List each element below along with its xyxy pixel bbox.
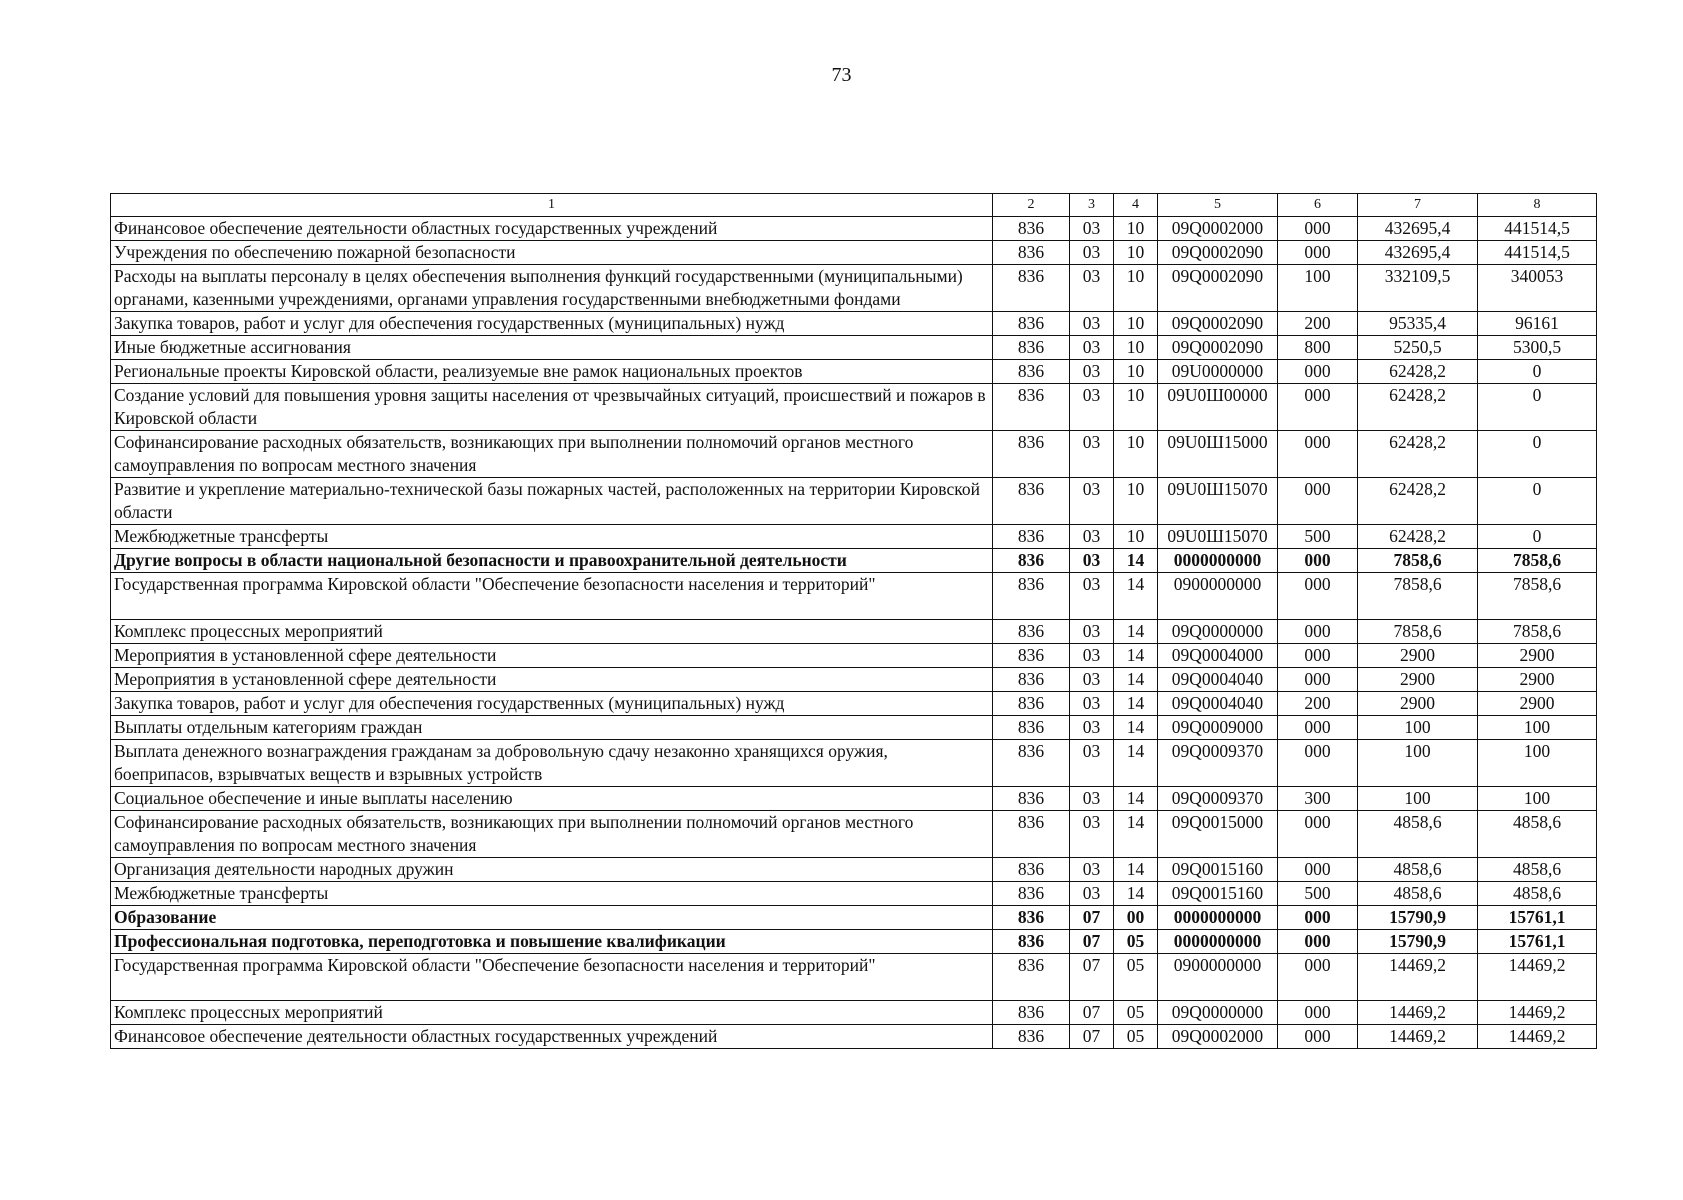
amount-year1-cell: 100 xyxy=(1358,787,1478,811)
amount-year2-cell: 441514,5 xyxy=(1478,241,1597,265)
table-row xyxy=(111,265,1597,312)
column-header: 3 xyxy=(1070,194,1114,217)
expense-type-cell: 000 xyxy=(1278,360,1358,384)
amount-year2-cell: 4858,6 xyxy=(1478,858,1597,882)
subsection-cell: 14 xyxy=(1114,787,1158,811)
table-row xyxy=(111,217,1597,241)
section-cell: 07 xyxy=(1070,954,1114,1001)
target-article-cell: 09Q0002000 xyxy=(1158,1025,1278,1049)
subsection-cell: 14 xyxy=(1114,740,1158,787)
grbs-cell: 836 xyxy=(993,787,1070,811)
row-name-cell: Профессиональная подготовка, переподготовка и повышение квалификации xyxy=(111,930,993,954)
grbs-cell: 836 xyxy=(993,882,1070,906)
subsection-cell: 14 xyxy=(1114,620,1158,644)
expense-type-cell: 000 xyxy=(1278,954,1358,1001)
column-header: 2 xyxy=(993,194,1070,217)
target-article-cell: 09U0Ш00000 xyxy=(1158,384,1278,431)
row-name-cell: Иные бюджетные ассигнования xyxy=(111,336,993,360)
target-article-cell: 0000000000 xyxy=(1158,906,1278,930)
amount-year2-cell: 15761,1 xyxy=(1478,906,1597,930)
expense-type-cell: 300 xyxy=(1278,787,1358,811)
section-cell: 03 xyxy=(1070,478,1114,525)
row-name-cell: Финансовое обеспечение деятельности областных государственных учреждений xyxy=(111,217,993,241)
column-header: 8 xyxy=(1478,194,1597,217)
row-name-cell: Закупка товаров, работ и услуг для обеспечения государственных (муниципальных) нужд xyxy=(111,312,993,336)
table-row xyxy=(111,620,1597,644)
expense-type-cell: 000 xyxy=(1278,241,1358,265)
target-article-cell: 09U0Ш15070 xyxy=(1158,478,1278,525)
row-name-cell: Учреждения по обеспечению пожарной безопасности xyxy=(111,241,993,265)
grbs-cell: 836 xyxy=(993,692,1070,716)
target-article-cell: 09Q0015160 xyxy=(1158,882,1278,906)
amount-year1-cell: 7858,6 xyxy=(1358,549,1478,573)
row-name-cell: Государственная программа Кировской области "Обеспечение безопасности населения и территорий" xyxy=(111,573,993,620)
grbs-cell: 836 xyxy=(993,573,1070,620)
amount-year1-cell: 62428,2 xyxy=(1358,478,1478,525)
amount-year2-cell: 2900 xyxy=(1478,692,1597,716)
amount-year2-cell: 100 xyxy=(1478,787,1597,811)
subsection-cell: 14 xyxy=(1114,811,1158,858)
section-cell: 03 xyxy=(1070,882,1114,906)
target-article-cell: 09Q0015160 xyxy=(1158,858,1278,882)
amount-year1-cell: 4858,6 xyxy=(1358,811,1478,858)
section-cell: 03 xyxy=(1070,716,1114,740)
amount-year2-cell: 0 xyxy=(1478,384,1597,431)
row-name-cell: Комплекс процессных мероприятий xyxy=(111,620,993,644)
section-cell: 03 xyxy=(1070,573,1114,620)
amount-year1-cell: 95335,4 xyxy=(1358,312,1478,336)
expense-type-cell: 000 xyxy=(1278,811,1358,858)
grbs-cell: 836 xyxy=(993,360,1070,384)
table-row xyxy=(111,930,1597,954)
amount-year1-cell: 14469,2 xyxy=(1358,954,1478,1001)
subsection-cell: 14 xyxy=(1114,692,1158,716)
amount-year1-cell: 7858,6 xyxy=(1358,573,1478,620)
target-article-cell: 09Q0002090 xyxy=(1158,265,1278,312)
amount-year1-cell: 2900 xyxy=(1358,668,1478,692)
expense-type-cell: 000 xyxy=(1278,668,1358,692)
row-name-cell: Государственная программа Кировской области "Обеспечение безопасности населения и территорий" xyxy=(111,954,993,1001)
table-row xyxy=(111,384,1597,431)
row-name-cell: Мероприятия в установленной сфере деятельности xyxy=(111,644,993,668)
amount-year2-cell: 0 xyxy=(1478,431,1597,478)
table-row xyxy=(111,668,1597,692)
grbs-cell: 836 xyxy=(993,740,1070,787)
section-cell: 03 xyxy=(1070,336,1114,360)
grbs-cell: 836 xyxy=(993,930,1070,954)
amount-year2-cell: 4858,6 xyxy=(1478,811,1597,858)
section-cell: 07 xyxy=(1070,930,1114,954)
column-header: 6 xyxy=(1278,194,1358,217)
subsection-cell: 10 xyxy=(1114,336,1158,360)
grbs-cell: 836 xyxy=(993,858,1070,882)
target-article-cell: 09Q0000000 xyxy=(1158,620,1278,644)
table-row xyxy=(111,716,1597,740)
target-article-cell: 09Q0000000 xyxy=(1158,1001,1278,1025)
amount-year1-cell: 62428,2 xyxy=(1358,431,1478,478)
row-name-cell: Развитие и укрепление материально-технической базы пожарных частей, расположенных на территории Кировской области xyxy=(111,478,993,525)
row-name-cell: Комплекс процессных мероприятий xyxy=(111,1001,993,1025)
amount-year2-cell: 96161 xyxy=(1478,312,1597,336)
amount-year1-cell: 7858,6 xyxy=(1358,620,1478,644)
section-cell: 03 xyxy=(1070,620,1114,644)
column-header: 1 xyxy=(111,194,993,217)
row-name-cell: Региональные проекты Кировской области, реализуемые вне рамок национальных проектов xyxy=(111,360,993,384)
amount-year2-cell: 2900 xyxy=(1478,668,1597,692)
section-cell: 03 xyxy=(1070,525,1114,549)
amount-year2-cell: 4858,6 xyxy=(1478,882,1597,906)
table-row xyxy=(111,906,1597,930)
table-row xyxy=(111,1025,1597,1049)
row-name-cell: Социальное обеспечение и иные выплаты населению xyxy=(111,787,993,811)
target-article-cell: 09Q0004040 xyxy=(1158,668,1278,692)
section-cell: 03 xyxy=(1070,384,1114,431)
grbs-cell: 836 xyxy=(993,265,1070,312)
subsection-cell: 14 xyxy=(1114,549,1158,573)
expense-type-cell: 000 xyxy=(1278,478,1358,525)
amount-year2-cell: 100 xyxy=(1478,740,1597,787)
grbs-cell: 836 xyxy=(993,312,1070,336)
amount-year1-cell: 4858,6 xyxy=(1358,858,1478,882)
table-row xyxy=(111,241,1597,265)
expense-type-cell: 000 xyxy=(1278,716,1358,740)
amount-year2-cell: 441514,5 xyxy=(1478,217,1597,241)
subsection-cell: 05 xyxy=(1114,1025,1158,1049)
table-row xyxy=(111,858,1597,882)
expense-type-cell: 000 xyxy=(1278,906,1358,930)
row-name-cell: Межбюджетные трансферты xyxy=(111,882,993,906)
subsection-cell: 05 xyxy=(1114,954,1158,1001)
expense-type-cell: 200 xyxy=(1278,312,1358,336)
subsection-cell: 05 xyxy=(1114,930,1158,954)
amount-year2-cell: 7858,6 xyxy=(1478,573,1597,620)
amount-year1-cell: 4858,6 xyxy=(1358,882,1478,906)
row-name-cell: Создание условий для повышения уровня защиты населения от чрезвычайных ситуаций, происшествий и пожаров в Кировской области xyxy=(111,384,993,431)
expense-type-cell: 000 xyxy=(1278,1025,1358,1049)
amount-year1-cell: 62428,2 xyxy=(1358,525,1478,549)
subsection-cell: 10 xyxy=(1114,431,1158,478)
section-cell: 03 xyxy=(1070,241,1114,265)
section-cell: 03 xyxy=(1070,692,1114,716)
amount-year1-cell: 5250,5 xyxy=(1358,336,1478,360)
amount-year2-cell: 0 xyxy=(1478,478,1597,525)
section-cell: 07 xyxy=(1070,1025,1114,1049)
row-name-cell: Межбюджетные трансферты xyxy=(111,525,993,549)
table-row xyxy=(111,360,1597,384)
amount-year1-cell: 2900 xyxy=(1358,692,1478,716)
section-cell: 03 xyxy=(1070,549,1114,573)
expense-type-cell: 000 xyxy=(1278,573,1358,620)
subsection-cell: 14 xyxy=(1114,858,1158,882)
row-name-cell: Выплата денежного вознаграждения гражданам за добровольную сдачу незаконно хранящихся оружия, боеприпасов, взрывчатых веществ и взрывных устройств xyxy=(111,740,993,787)
row-name-cell: Финансовое обеспечение деятельности областных государственных учреждений xyxy=(111,1025,993,1049)
amount-year2-cell: 7858,6 xyxy=(1478,549,1597,573)
section-cell: 03 xyxy=(1070,858,1114,882)
subsection-cell: 10 xyxy=(1114,265,1158,312)
amount-year2-cell: 2900 xyxy=(1478,644,1597,668)
grbs-cell: 836 xyxy=(993,620,1070,644)
amount-year1-cell: 15790,9 xyxy=(1358,930,1478,954)
section-cell: 03 xyxy=(1070,811,1114,858)
amount-year2-cell: 340053 xyxy=(1478,265,1597,312)
subsection-cell: 10 xyxy=(1114,525,1158,549)
expense-type-cell: 000 xyxy=(1278,384,1358,431)
expense-type-cell: 800 xyxy=(1278,336,1358,360)
table-row xyxy=(111,525,1597,549)
target-article-cell: 0000000000 xyxy=(1158,549,1278,573)
target-article-cell: 09Q0004040 xyxy=(1158,692,1278,716)
section-cell: 03 xyxy=(1070,265,1114,312)
grbs-cell: 836 xyxy=(993,336,1070,360)
expense-type-cell: 000 xyxy=(1278,644,1358,668)
subsection-cell: 10 xyxy=(1114,241,1158,265)
expense-type-cell: 000 xyxy=(1278,620,1358,644)
grbs-cell: 836 xyxy=(993,431,1070,478)
section-cell: 03 xyxy=(1070,431,1114,478)
column-header: 5 xyxy=(1158,194,1278,217)
amount-year1-cell: 100 xyxy=(1358,740,1478,787)
expense-type-cell: 100 xyxy=(1278,265,1358,312)
amount-year2-cell: 0 xyxy=(1478,360,1597,384)
grbs-cell: 836 xyxy=(993,811,1070,858)
table-row xyxy=(111,478,1597,525)
table-row xyxy=(111,740,1597,787)
subsection-cell: 10 xyxy=(1114,384,1158,431)
table-row xyxy=(111,811,1597,858)
subsection-cell: 10 xyxy=(1114,312,1158,336)
amount-year2-cell: 100 xyxy=(1478,716,1597,740)
amount-year1-cell: 432695,4 xyxy=(1358,241,1478,265)
grbs-cell: 836 xyxy=(993,906,1070,930)
expense-type-cell: 200 xyxy=(1278,692,1358,716)
page-number: 73 xyxy=(831,64,852,86)
amount-year2-cell: 0 xyxy=(1478,525,1597,549)
subsection-cell: 10 xyxy=(1114,360,1158,384)
grbs-cell: 836 xyxy=(993,716,1070,740)
table-header-row xyxy=(111,194,1597,217)
amount-year1-cell: 62428,2 xyxy=(1358,384,1478,431)
expense-type-cell: 000 xyxy=(1278,1001,1358,1025)
grbs-cell: 836 xyxy=(993,644,1070,668)
subsection-cell: 10 xyxy=(1114,217,1158,241)
expense-type-cell: 500 xyxy=(1278,882,1358,906)
grbs-cell: 836 xyxy=(993,525,1070,549)
table-row xyxy=(111,954,1597,1001)
amount-year2-cell: 5300,5 xyxy=(1478,336,1597,360)
section-cell: 03 xyxy=(1070,644,1114,668)
grbs-cell: 836 xyxy=(993,549,1070,573)
amount-year1-cell: 62428,2 xyxy=(1358,360,1478,384)
table-row xyxy=(111,1001,1597,1025)
grbs-cell: 836 xyxy=(993,1025,1070,1049)
row-name-cell: Расходы на выплаты персоналу в целях обеспечения выполнения функций государственными (муниципальными) органами, казенными учреждениями, органами управления государственными внебюджетными фондами xyxy=(111,265,993,312)
amount-year1-cell: 14469,2 xyxy=(1358,1001,1478,1025)
grbs-cell: 836 xyxy=(993,384,1070,431)
column-header: 4 xyxy=(1114,194,1158,217)
row-name-cell: Софинансирование расходных обязательств, возникающих при выполнении полномочий органов местного самоуправления по вопросам местного значения xyxy=(111,811,993,858)
subsection-cell: 00 xyxy=(1114,906,1158,930)
amount-year1-cell: 14469,2 xyxy=(1358,1025,1478,1049)
target-article-cell: 09U0Ш15000 xyxy=(1158,431,1278,478)
grbs-cell: 836 xyxy=(993,668,1070,692)
grbs-cell: 836 xyxy=(993,478,1070,525)
row-name-cell: Образование xyxy=(111,906,993,930)
target-article-cell: 09Q0009370 xyxy=(1158,787,1278,811)
section-cell: 07 xyxy=(1070,906,1114,930)
section-cell: 07 xyxy=(1070,1001,1114,1025)
expense-type-cell: 000 xyxy=(1278,930,1358,954)
amount-year1-cell: 100 xyxy=(1358,716,1478,740)
expense-type-cell: 500 xyxy=(1278,525,1358,549)
amount-year2-cell: 15761,1 xyxy=(1478,930,1597,954)
row-name-cell: Другие вопросы в области национальной безопасности и правоохранительной деятельности xyxy=(111,549,993,573)
target-article-cell: 0000000000 xyxy=(1158,930,1278,954)
subsection-cell: 14 xyxy=(1114,573,1158,620)
amount-year2-cell: 14469,2 xyxy=(1478,1001,1597,1025)
subsection-cell: 10 xyxy=(1114,478,1158,525)
amount-year1-cell: 432695,4 xyxy=(1358,217,1478,241)
target-article-cell: 09Q0002000 xyxy=(1158,217,1278,241)
table-row xyxy=(111,549,1597,573)
grbs-cell: 836 xyxy=(993,954,1070,1001)
table-row xyxy=(111,692,1597,716)
target-article-cell: 09Q0004000 xyxy=(1158,644,1278,668)
target-article-cell: 0900000000 xyxy=(1158,954,1278,1001)
section-cell: 03 xyxy=(1070,312,1114,336)
row-name-cell: Организация деятельности народных дружин xyxy=(111,858,993,882)
amount-year1-cell: 2900 xyxy=(1358,644,1478,668)
subsection-cell: 14 xyxy=(1114,716,1158,740)
subsection-cell: 14 xyxy=(1114,644,1158,668)
row-name-cell: Мероприятия в установленной сфере деятельности xyxy=(111,668,993,692)
target-article-cell: 09Q0002090 xyxy=(1158,336,1278,360)
table-row xyxy=(111,644,1597,668)
section-cell: 03 xyxy=(1070,668,1114,692)
target-article-cell: 09Q0002090 xyxy=(1158,241,1278,265)
row-name-cell: Софинансирование расходных обязательств, возникающих при выполнении полномочий органов местного самоуправления по вопросам местного значения xyxy=(111,431,993,478)
grbs-cell: 836 xyxy=(993,217,1070,241)
amount-year1-cell: 332109,5 xyxy=(1358,265,1478,312)
target-article-cell: 09Q0015000 xyxy=(1158,811,1278,858)
row-name-cell: Закупка товаров, работ и услуг для обеспечения государственных (муниципальных) нужд xyxy=(111,692,993,716)
section-cell: 03 xyxy=(1070,217,1114,241)
expense-type-cell: 000 xyxy=(1278,431,1358,478)
section-cell: 03 xyxy=(1070,740,1114,787)
column-header: 7 xyxy=(1358,194,1478,217)
amount-year2-cell: 14469,2 xyxy=(1478,954,1597,1001)
table-row xyxy=(111,336,1597,360)
subsection-cell: 14 xyxy=(1114,668,1158,692)
target-article-cell: 09Q0002090 xyxy=(1158,312,1278,336)
table-row xyxy=(111,882,1597,906)
expense-type-cell: 000 xyxy=(1278,217,1358,241)
subsection-cell: 05 xyxy=(1114,1001,1158,1025)
budget-table xyxy=(110,193,1597,1049)
table-row xyxy=(111,573,1597,620)
expense-type-cell: 000 xyxy=(1278,549,1358,573)
table-body xyxy=(111,217,1597,1049)
table-row xyxy=(111,312,1597,336)
grbs-cell: 836 xyxy=(993,1001,1070,1025)
target-article-cell: 09Q0009370 xyxy=(1158,740,1278,787)
target-article-cell: 09U0000000 xyxy=(1158,360,1278,384)
target-article-cell: 09Q0009000 xyxy=(1158,716,1278,740)
grbs-cell: 836 xyxy=(993,241,1070,265)
subsection-cell: 14 xyxy=(1114,882,1158,906)
row-name-cell: Выплаты отдельным категориям граждан xyxy=(111,716,993,740)
expense-type-cell: 000 xyxy=(1278,858,1358,882)
section-cell: 03 xyxy=(1070,787,1114,811)
amount-year2-cell: 14469,2 xyxy=(1478,1025,1597,1049)
target-article-cell: 0900000000 xyxy=(1158,573,1278,620)
amount-year2-cell: 7858,6 xyxy=(1478,620,1597,644)
section-cell: 03 xyxy=(1070,360,1114,384)
amount-year1-cell: 15790,9 xyxy=(1358,906,1478,930)
expense-type-cell: 000 xyxy=(1278,740,1358,787)
table-row xyxy=(111,431,1597,478)
table-row xyxy=(111,787,1597,811)
target-article-cell: 09U0Ш15070 xyxy=(1158,525,1278,549)
